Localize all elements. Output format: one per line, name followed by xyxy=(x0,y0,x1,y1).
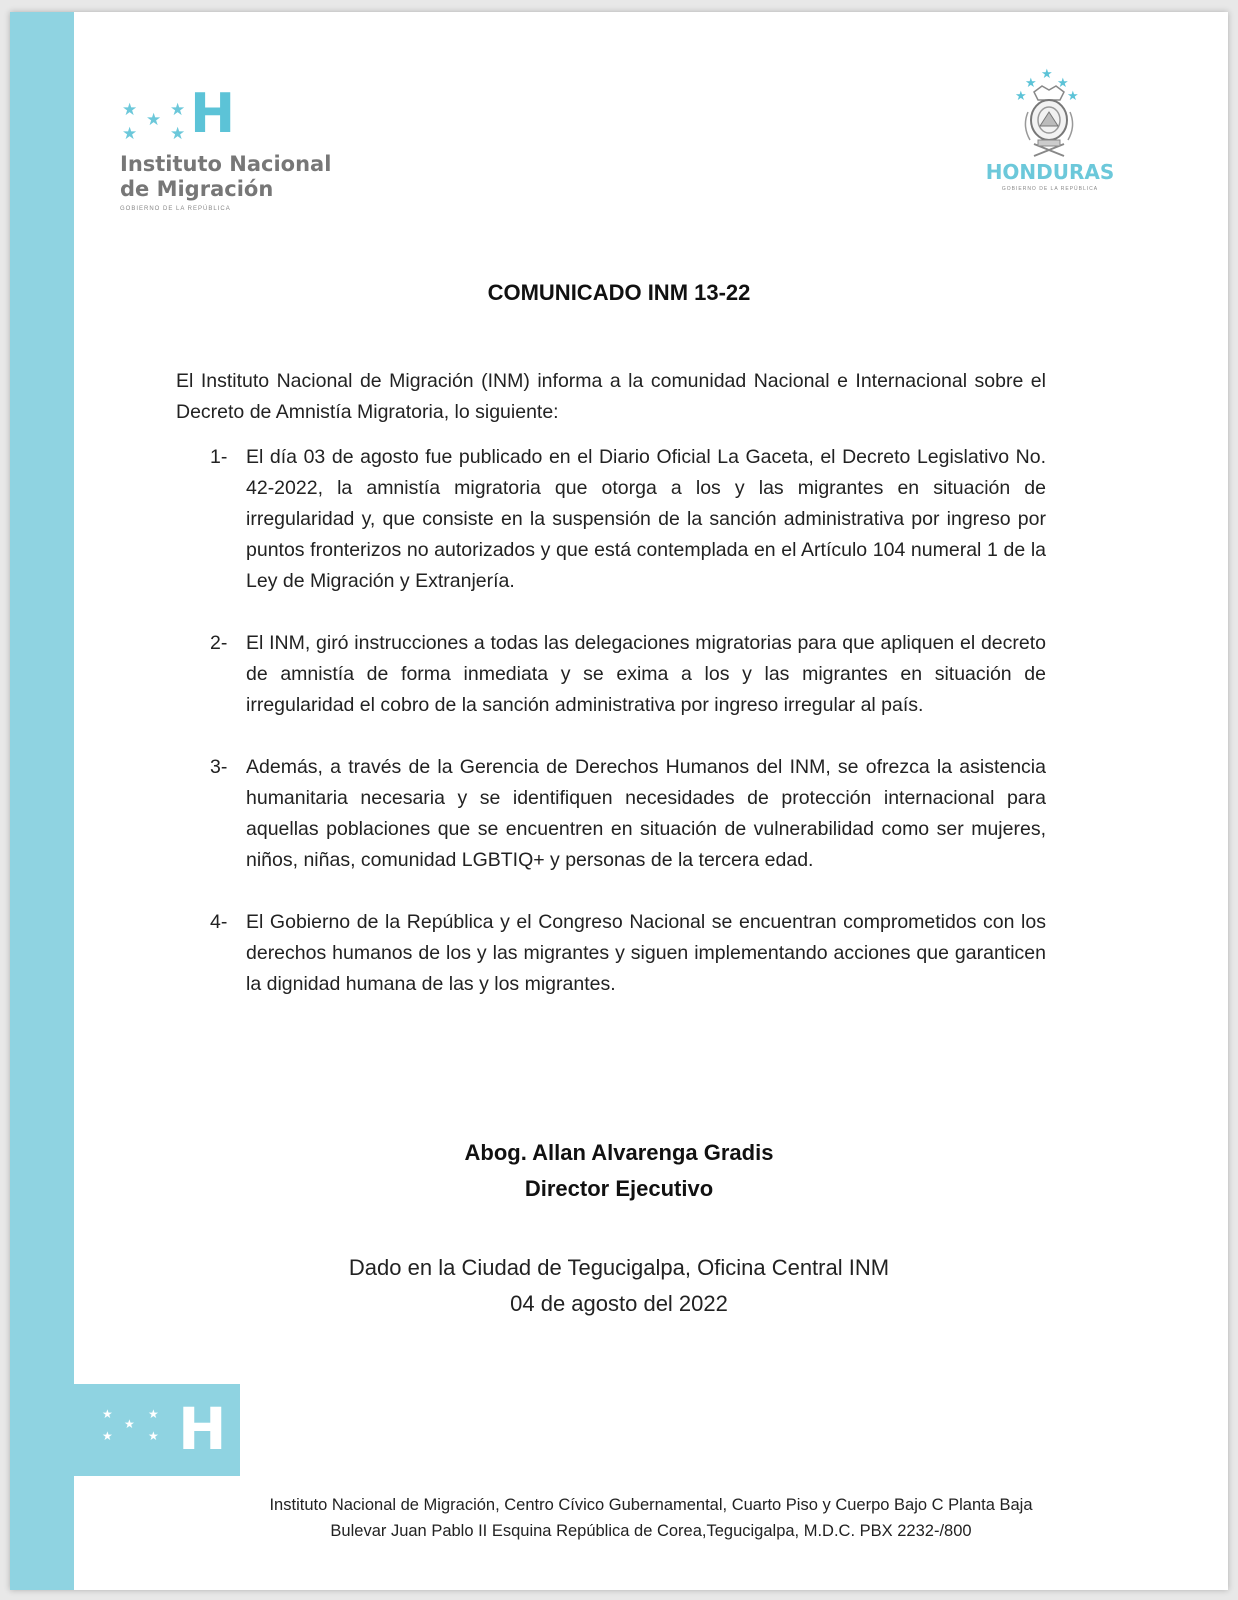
document-page xyxy=(10,12,1228,1590)
inm-logo-line2: de Migración xyxy=(120,177,274,201)
honduras-logo-name: HONDURAS xyxy=(985,160,1115,184)
stars-icon: ★ ★ ★ ★ ★ xyxy=(102,1407,159,1443)
date-text: 04 de agosto del 2022 xyxy=(510,1291,728,1316)
stars-icon: ★ ★ ★ ★ ★ xyxy=(1015,67,1079,104)
list-item xyxy=(210,752,1046,876)
honduras-logo-sub: GOBIERNO DE LA REPÚBLICA xyxy=(1001,186,1099,192)
place-date-block xyxy=(10,1250,1228,1322)
inm-h-mark: H xyxy=(190,82,236,145)
coat-of-arms-icon xyxy=(1020,82,1078,158)
bottom-h-mark: H xyxy=(178,1395,227,1463)
footer-address xyxy=(74,1492,1228,1544)
footer-line1: Instituto Nacional de Migración, Centro Cívico Gubernamental, Cuarto Piso y Cuerpo Bajo C Planta Baja xyxy=(269,1496,1033,1514)
document-title: COMUNICADO INM 13-22 xyxy=(487,280,751,305)
signatory-role: Director Ejecutivo xyxy=(524,1176,714,1201)
list-item-text: El día 03 de agosto fue publicado en el Diario Oficial La Gaceta, el Decreto Legislativo No. 42-2022, la amnistía migratoria que otorga a los y las migrantes en situación de irregularidad y, que consiste en la suspensión de la sanción administrativa por ingreso por puntos fronterizos no autorizados y que está contemplada en el Artículo 104 numeral 1 de la Ley de Migración y Extranjería. xyxy=(246,446,1046,592)
stars-icon: ★ ★ ★ ★ ★ xyxy=(122,100,186,144)
list-item-text: Además, a través de la Gerencia de Derechos Humanos del INM, se ofrezca la asistencia humanitaria necesaria y se identifiquen necesidades de protección internacional para aquellas poblaciones que se encuentren en situación de vulnerabilidad como ser mujeres, niños, niñas, comunidad LGBTIQ+ y personas de la tercera edad. xyxy=(246,756,1046,871)
honduras-logo xyxy=(980,68,1120,208)
inm-logo-line1: Instituto Nacional xyxy=(120,152,332,176)
signature-block xyxy=(10,1135,1228,1207)
list-item xyxy=(210,907,1046,1000)
inm-logo-sub: GOBIERNO DE LA REPÚBLICA xyxy=(120,206,231,212)
list-item-number: 1- xyxy=(210,446,228,468)
list-item xyxy=(210,628,1046,721)
list-item-number: 3- xyxy=(210,756,228,778)
list-item-number: 2- xyxy=(210,632,228,654)
inm-logo xyxy=(120,82,350,220)
list-item-text: El INM, giró instrucciones a todas las delegaciones migratorias para que apliquen el decreto de amnistía de forma inmediata y se exima a los y las migrantes en situación de irregularidad el cobro de la sanción administrativa por ingreso irregular al país. xyxy=(246,632,1046,716)
place-text: Dado en la Ciudad de Tegucigalpa, Oficina Central INM xyxy=(348,1255,890,1280)
signatory-name: Abog. Allan Alvarenga Gradis xyxy=(464,1140,774,1165)
intro-paragraph: El Instituto Nacional de Migración (INM) informa a la comunidad Nacional e Internacional sobre el Decreto de Amnistía Migratoria, lo siguiente: xyxy=(176,370,1046,423)
inm-logo-name xyxy=(120,152,331,202)
numbered-list xyxy=(210,442,1046,1031)
list-item-number: 4- xyxy=(210,911,228,933)
list-item-text: El Gobierno de la República y el Congreso Nacional se encuentran comprometidos con los derechos humanos de los y las migrantes y siguen implementando acciones que garanticen la dignidad humana de las y los migrantes. xyxy=(246,911,1046,995)
side-accent-bar xyxy=(10,12,74,1590)
footer-line2: Bulevar Juan Pablo II Esquina República de Corea,Tegucigalpa, M.D.C. PBX 2232-/800 xyxy=(330,1522,972,1540)
list-item xyxy=(210,442,1046,597)
bottom-logo-block xyxy=(74,1384,240,1476)
